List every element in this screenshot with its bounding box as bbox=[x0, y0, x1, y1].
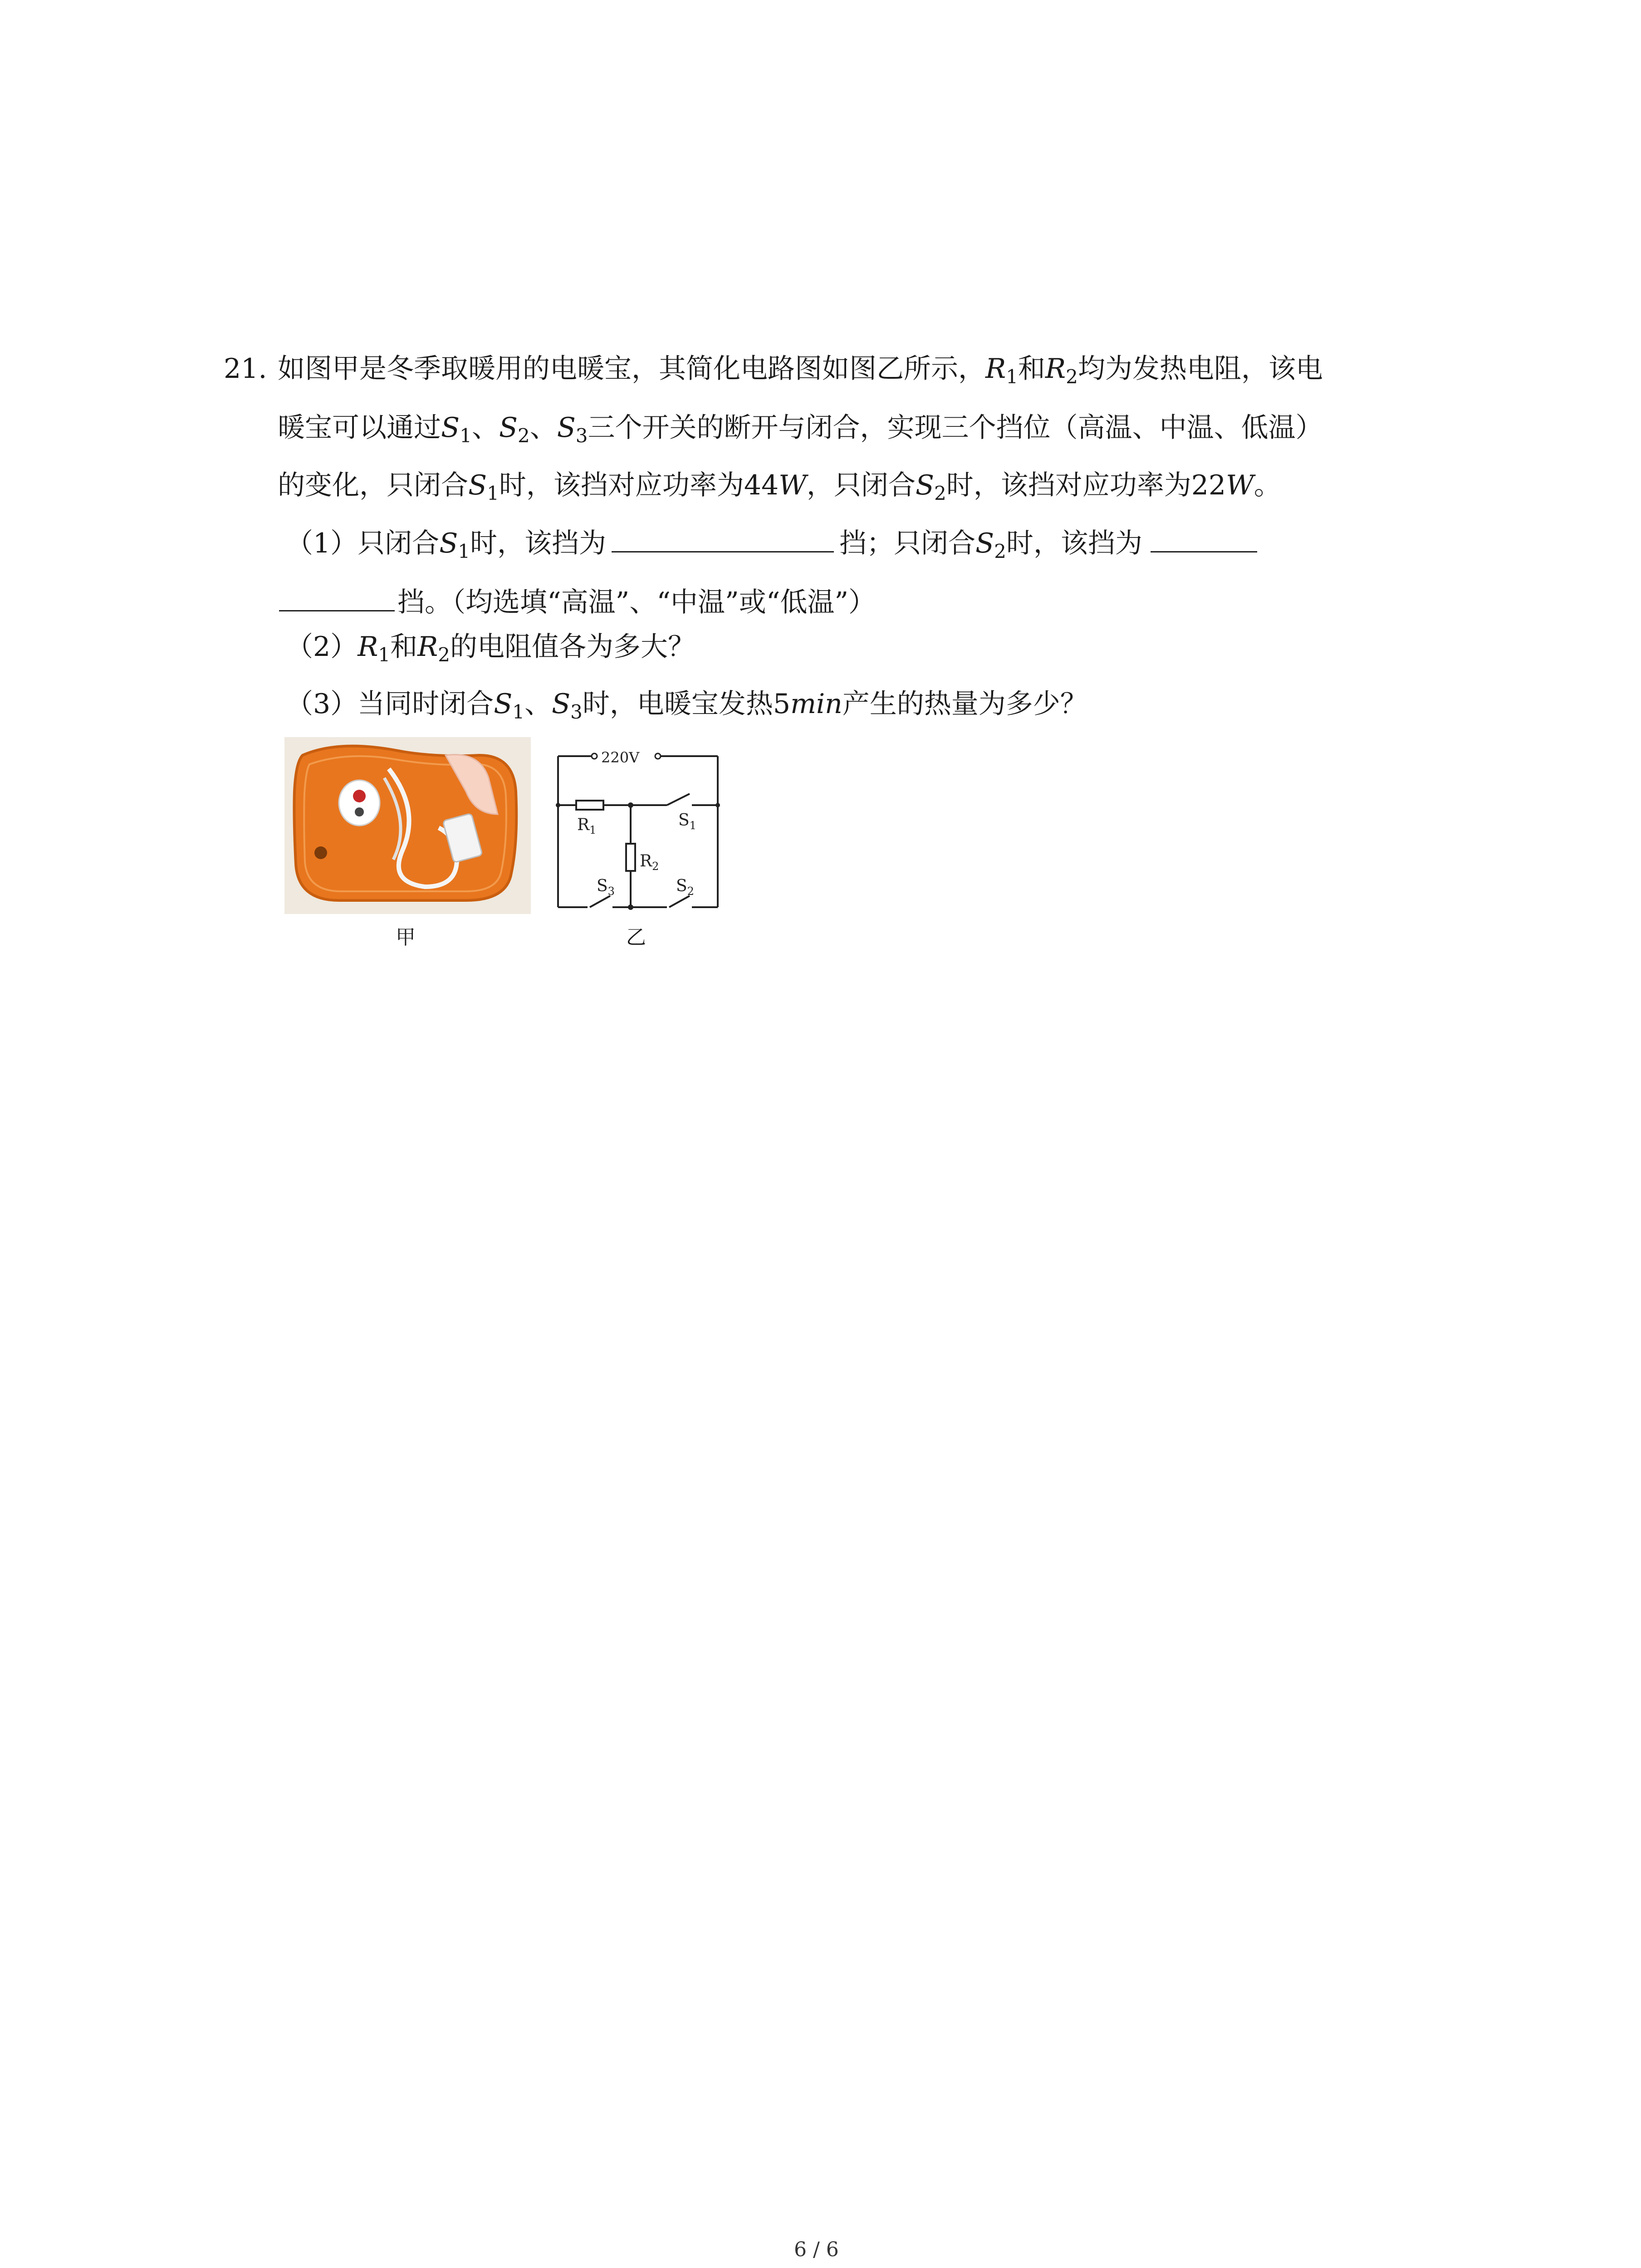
power-1: 44W bbox=[744, 469, 807, 501]
answer-blank-2-end[interactable] bbox=[279, 606, 395, 611]
heating-pad-photo bbox=[284, 737, 531, 914]
r1-label: $R_1$ bbox=[577, 816, 597, 836]
stem-line-3: 的变化，只闭合$S_1$时，该挡对应功率为44W，只闭合$S_2$时，该挡对应功率为22W。 bbox=[278, 469, 1281, 504]
s1-symbol: $S_1$ bbox=[441, 412, 472, 447]
time-value: 5min bbox=[773, 688, 843, 720]
stem-line-1: 如图甲是冬季取暖用的电暖宝，其简化电路图如图乙所示，$R_1$和$R_2$均为发热电阻，该电 bbox=[278, 353, 1323, 388]
stem-text: 如图甲是冬季取暖用的电暖宝，其简化电路图如图乙所示， bbox=[278, 353, 985, 385]
part1-line-1: （1）只闭合$S_1$时，该挡为 挡；只闭合$S_2$时，该挡为 bbox=[286, 525, 1257, 570]
part3: （3）当同时闭合$S_1$、$S_3$时，电暖宝发热5min产生的热量为多少？ bbox=[286, 688, 1087, 723]
page-number: 6 / 6 bbox=[794, 2238, 839, 2261]
part2: $(2)R_1$和$R_2$的电阻值各为多大？ bbox=[286, 631, 696, 666]
s2-label: $S_2$ bbox=[676, 877, 694, 898]
s1-label: $S_1$ bbox=[678, 811, 696, 832]
r2-label: $R_2$ bbox=[640, 852, 659, 873]
stem-line-2: 暖宝可以通过$S_1$、$S_2$、$S_3$三个开关的断开与闭合，实现三个挡位（高温、中温、低温） bbox=[278, 412, 1323, 447]
circuit-diagram bbox=[549, 737, 726, 914]
s2-symbol: $S_2$ bbox=[499, 412, 530, 447]
part1-line-2: 挡。（均选填“高温”、“中温”或“低温”） bbox=[279, 584, 876, 621]
s3-symbol: $S_3$ bbox=[557, 412, 588, 447]
voltage-label: 220V bbox=[601, 749, 640, 766]
r1-symbol: $R_1$ bbox=[985, 353, 1018, 388]
question-number: 21. bbox=[224, 353, 267, 385]
power-2: 22W bbox=[1191, 469, 1254, 501]
circuit-caption: 乙 bbox=[626, 926, 646, 949]
answer-blank-2-start[interactable] bbox=[1151, 547, 1257, 552]
s3-label: $S_3$ bbox=[597, 877, 615, 898]
photo-caption: 甲 bbox=[396, 926, 416, 949]
r1-resistor bbox=[576, 801, 603, 810]
answer-blank-1[interactable] bbox=[612, 547, 834, 552]
r2-resistor bbox=[626, 844, 635, 871]
r2-symbol: $R_2$ bbox=[1045, 353, 1078, 388]
